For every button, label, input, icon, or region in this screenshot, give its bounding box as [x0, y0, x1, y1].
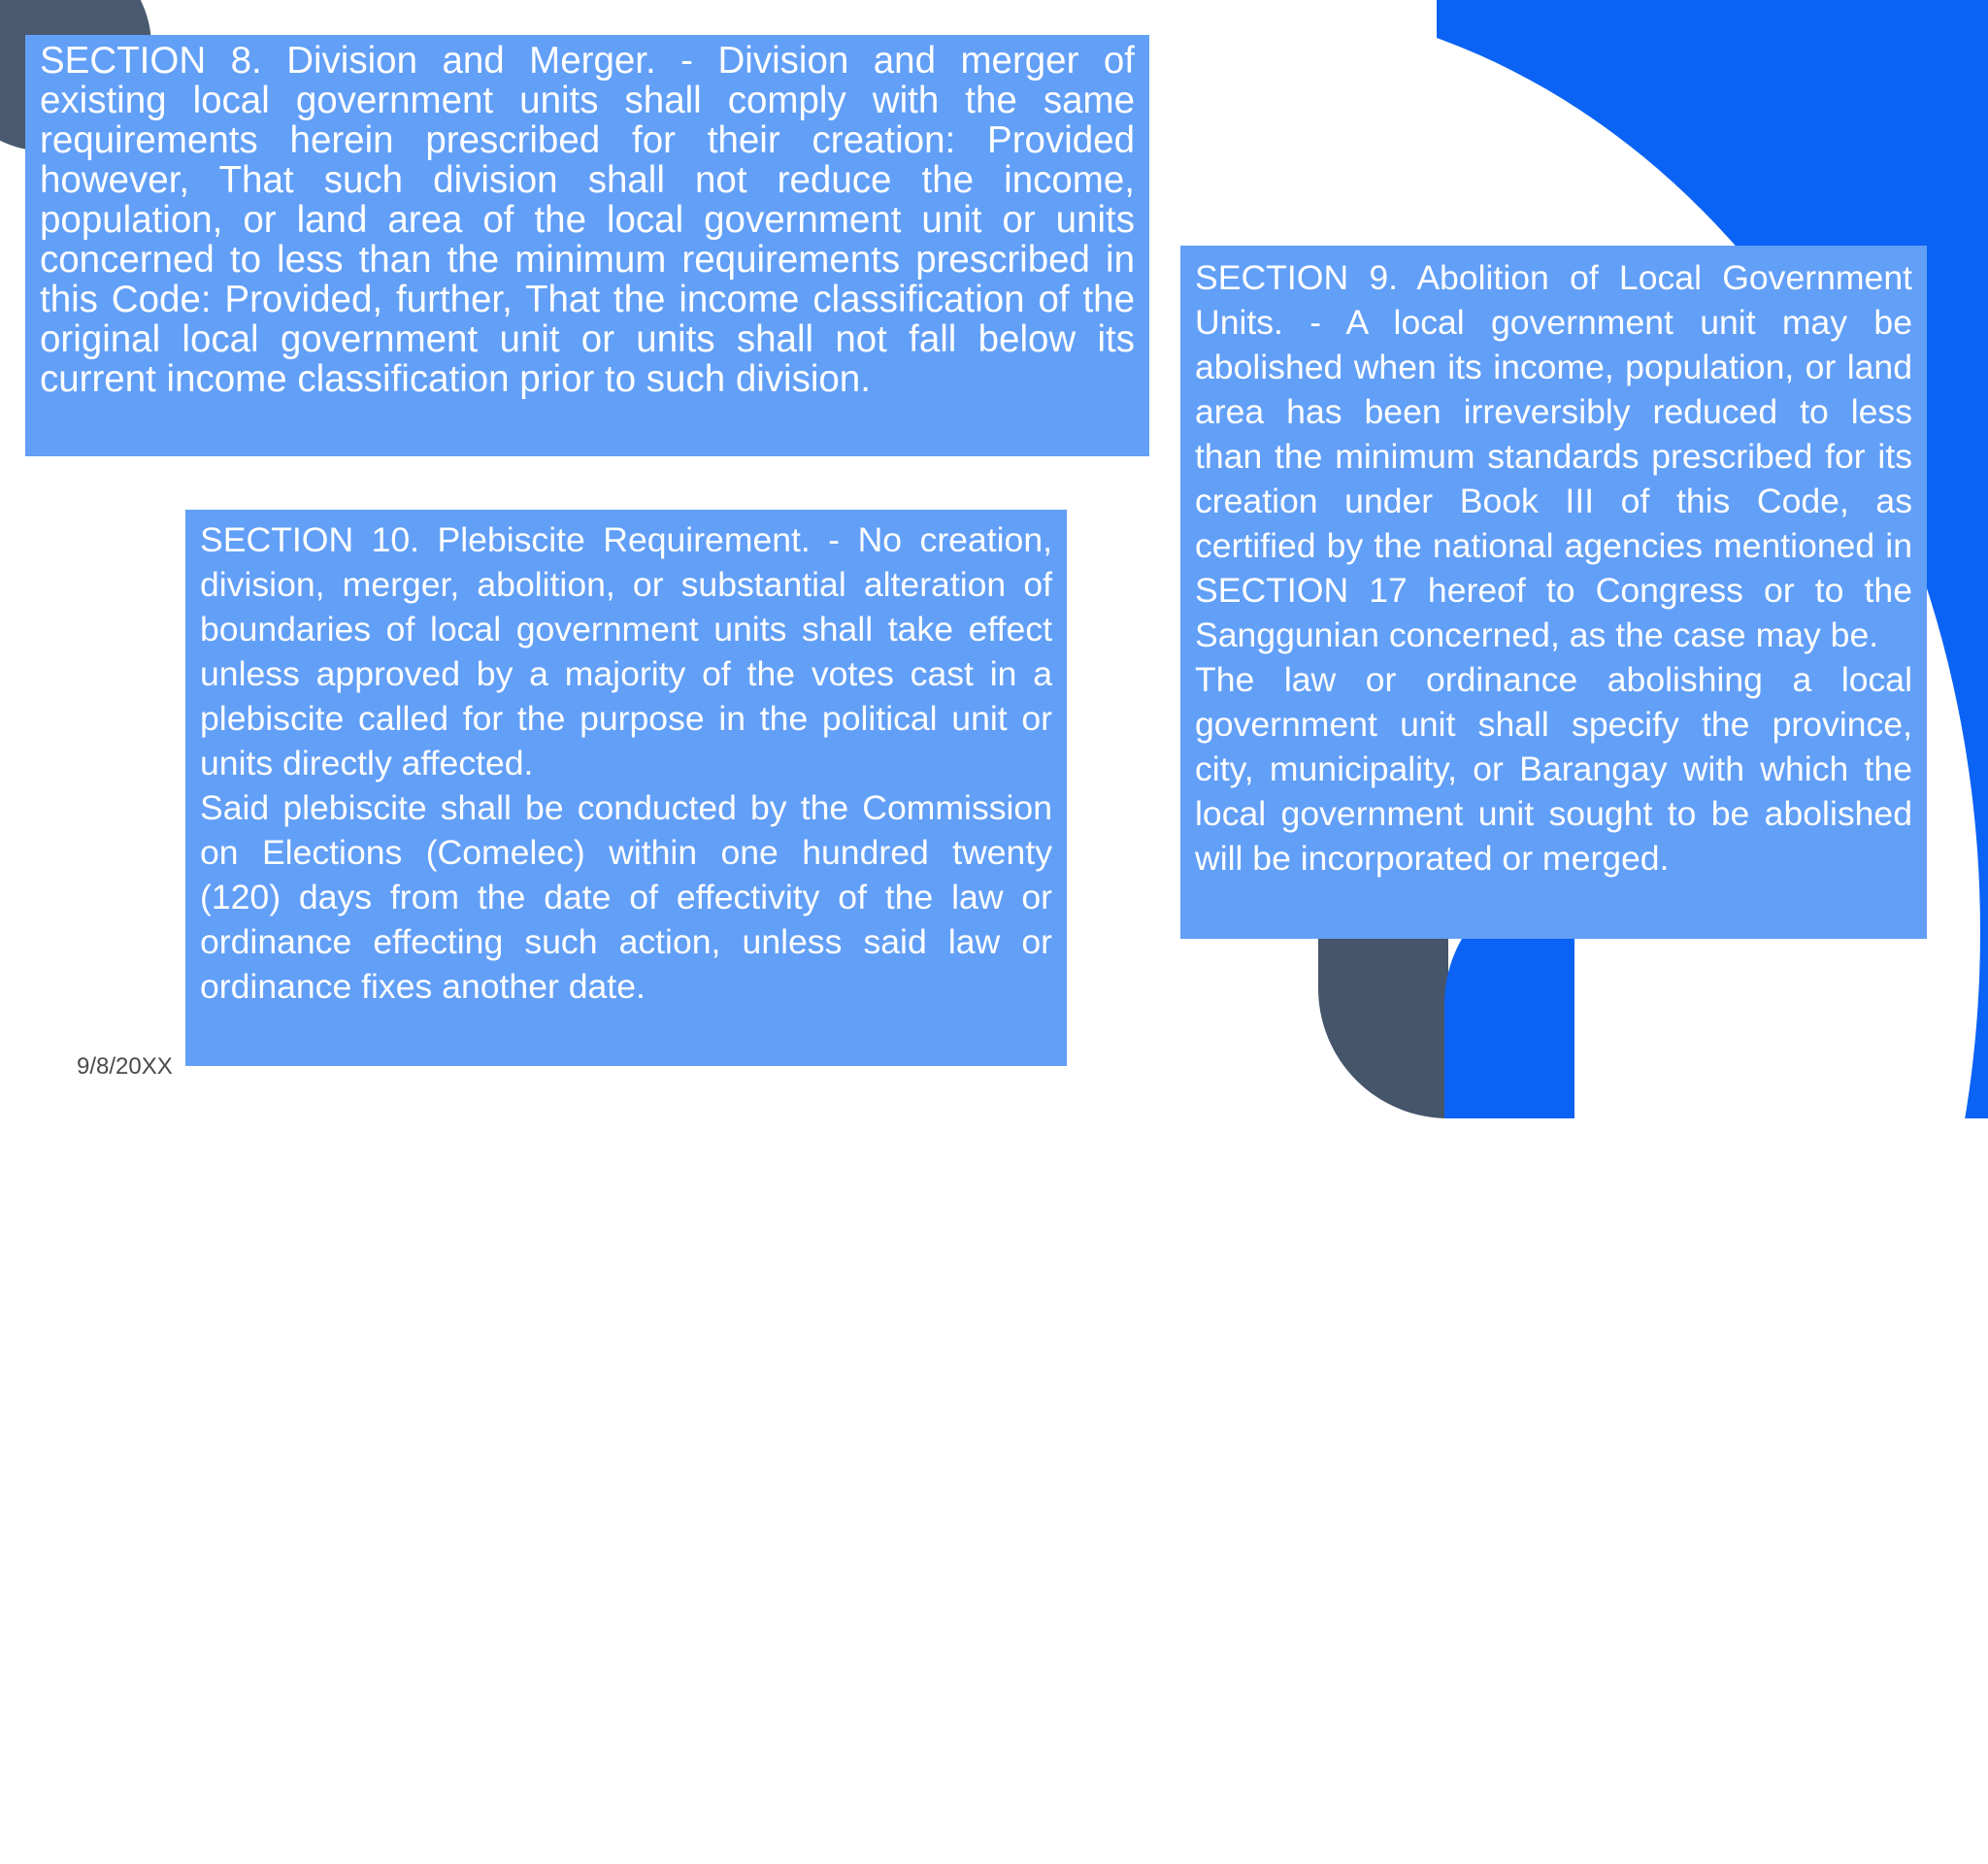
section-10-textbox[interactable]	[185, 510, 1067, 1066]
section-9-textbox[interactable]	[1180, 246, 1927, 939]
section-9-paragraph-2: The law or ordinance abolishing a local government unit shall specify the province, city, municipality, or Barangay with which the local government unit sought to be abolished will be incorporated or merged.	[1195, 660, 1912, 878]
section-9-paragraph-1: SECTION 9. Abolition of Local Government Units. - A local government unit may be abolished when its income, population, or land area has been irreversibly reduced to less than the minimum standards prescribed for its creation under Book III of this Code, as certified by the national agencies mentioned in SECTION 17 hereof to Congress or to the Sanggunian concerned, as the case may be.	[1195, 258, 1912, 654]
section-8-textbox[interactable]	[25, 35, 1149, 456]
section-10-paragraph-1: SECTION 10. Plebiscite Requirement. - No creation, division, merger, abolition, or substantial alteration of boundaries of local government units shall take effect unless approved by a majority of the votes cast in a plebiscite called for the purpose in the political unit or units directly affected.	[200, 520, 1052, 782]
slide-page-number: 12	[1912, 1053, 1938, 1080]
section-10-paragraph-2: Said plebiscite shall be conducted by the Commission on Elections (Comelec) within one hundred twenty (120) days from the date of effectivity of the law or ordinance effecting such action, unless said law or ordinance fixes another date.	[200, 788, 1052, 1006]
footer-date: 9/8/20XX	[77, 1053, 173, 1080]
section-8-text: SECTION 8. Division and Merger. - Division and merger of existing local government units shall comply with the same requirements herein prescribed for their creation: Provided however, That such division shall not reduce the income, population, or land area of the local government unit or units concerned to less than the minimum requirements prescribed in this Code: Provided, further, That the income classification of the original local government unit or units shall not fall below its current income classification prior to such division.	[40, 40, 1135, 400]
